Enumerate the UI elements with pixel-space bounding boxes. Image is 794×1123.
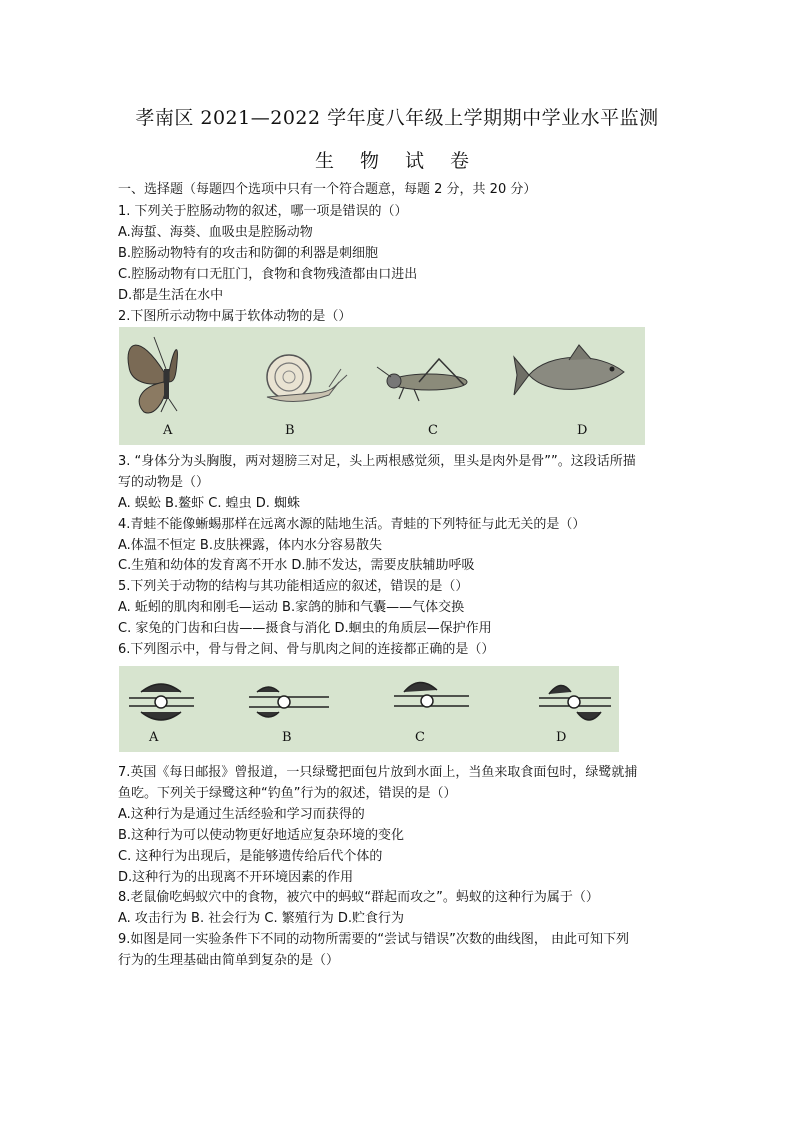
q4-options-cd: C.生殖和幼体的发育离不开水 D.肺不发达，需要皮肤辅助呼吸 — [118, 558, 475, 573]
question-3-line2: 写的动物是（） — [118, 475, 210, 490]
q1-option-c: C.腔肠动物有口无肛门，食物和食物残渣都由口进出 — [118, 267, 418, 282]
q7-option-c: C. 这种行为出现后，是能够遗传给后代个体的 — [118, 849, 383, 864]
joints-label-d: D — [556, 730, 567, 745]
q1-option-d: D.都是生活在水中 — [118, 288, 224, 303]
q1-option-a: A.海蜇、海葵、血吸虫是腔肠动物 — [118, 225, 313, 240]
joints-illustration — [119, 666, 619, 752]
q8-options: A. 攻击行为 B. 社会行为 C. 繁殖行为 D.贮食行为 — [118, 911, 404, 926]
question-1: 1. 下列关于腔肠动物的叙述，哪一项是错误的（） — [118, 204, 408, 219]
q7-option-a: A.这种行为是通过生活经验和学习而获得的 — [118, 807, 365, 822]
animals-figure — [119, 327, 645, 445]
question-6: 6.下列图示中，骨与骨之间、骨与肌肉之间的连接都正确的是（） — [118, 642, 495, 657]
butterfly-image — [128, 337, 177, 413]
joints-label-b: B — [282, 730, 292, 745]
animals-label-b: B — [285, 423, 295, 438]
q7-option-d: D.这种行为的出现离不开环境因素的作用 — [118, 870, 354, 885]
animals-illustration — [119, 327, 645, 445]
q4-options-ab: A.体温不恒定 B.皮肤裸露，体内水分容易散失 — [118, 538, 382, 553]
question-9-line1: 9.如图是同一实验条件下不同的动物所需要的“尝试与错误”次数的曲线图， 由此可知下列 — [118, 932, 630, 947]
question-7-line1: 7.英国《每日邮报》曾报道，一只绿鹭把面包片放到水面上，当鱼来取食面包时，绿鹭就捕 — [118, 765, 638, 780]
joints-label-c: C — [415, 730, 425, 745]
question-2: 2.下图所示动物中属于软体动物的是（） — [118, 309, 352, 324]
joint-b-image — [249, 687, 329, 717]
joints-figure — [119, 666, 619, 752]
joint-a-image — [129, 684, 194, 720]
question-5: 5.下列关于动物的结构与其功能相适应的叙述，错误的是（） — [118, 579, 469, 594]
question-8: 8.老鼠偷吃蚂蚁穴中的食物，被穴中的蚂蚁“群起而攻之”。蚂蚁的这种行为属于（） — [118, 890, 599, 905]
fish-image — [514, 345, 624, 395]
question-7-line2: 鱼吃。下列关于绿鹭这种“钓鱼”行为的叙述，错误的是（） — [118, 786, 457, 801]
q7-option-b: B.这种行为可以使动物更好地适应复杂环境的变化 — [118, 828, 405, 843]
question-4: 4.青蛙不能像蜥蜴那样在远离水源的陆地生活。青蛙的下列特征与此无关的是（） — [118, 517, 586, 532]
joints-label-a: A — [149, 730, 159, 745]
question-9-line2: 行为的生理基础由简单到复杂的是（） — [118, 953, 340, 968]
joint-c-image — [394, 682, 469, 707]
animals-label-d: D — [577, 423, 588, 438]
joint-d-image — [539, 685, 611, 720]
animals-label-c: C — [428, 423, 438, 438]
snail-image — [267, 355, 347, 402]
page-subtitle: 生 物 试 卷 — [314, 150, 480, 172]
section-heading: 一、选择题（每题四个选项中只有一个符合题意，每题 2 分，共 20 分） — [118, 182, 537, 197]
grasshopper-image — [377, 359, 467, 401]
q3-options: A. 蜈蚣 B.鳌虾 C. 蝗虫 D. 蜘蛛 — [118, 496, 300, 511]
q5-options-cd: C. 家兔的门齿和臼齿——摄食与消化 D.蛔虫的角质层—保护作用 — [118, 621, 492, 636]
q5-options-ab: A. 蚯蚓的肌肉和刚毛—运动 B.家鸽的肺和气囊——气体交换 — [118, 600, 465, 615]
animals-label-a: A — [163, 423, 173, 438]
q1-option-b: B.腔肠动物特有的攻击和防御的利器是刺细胞 — [118, 246, 379, 261]
question-3-line1: 3. “身体分为头胸腹，两对翅膀三对足，头上两根感觉须，里头是肉外是骨””。这段话所描 — [118, 454, 636, 469]
page-title: 孝南区 2021—2022 学年度八年级上学期期中学业水平监测 — [135, 107, 659, 129]
